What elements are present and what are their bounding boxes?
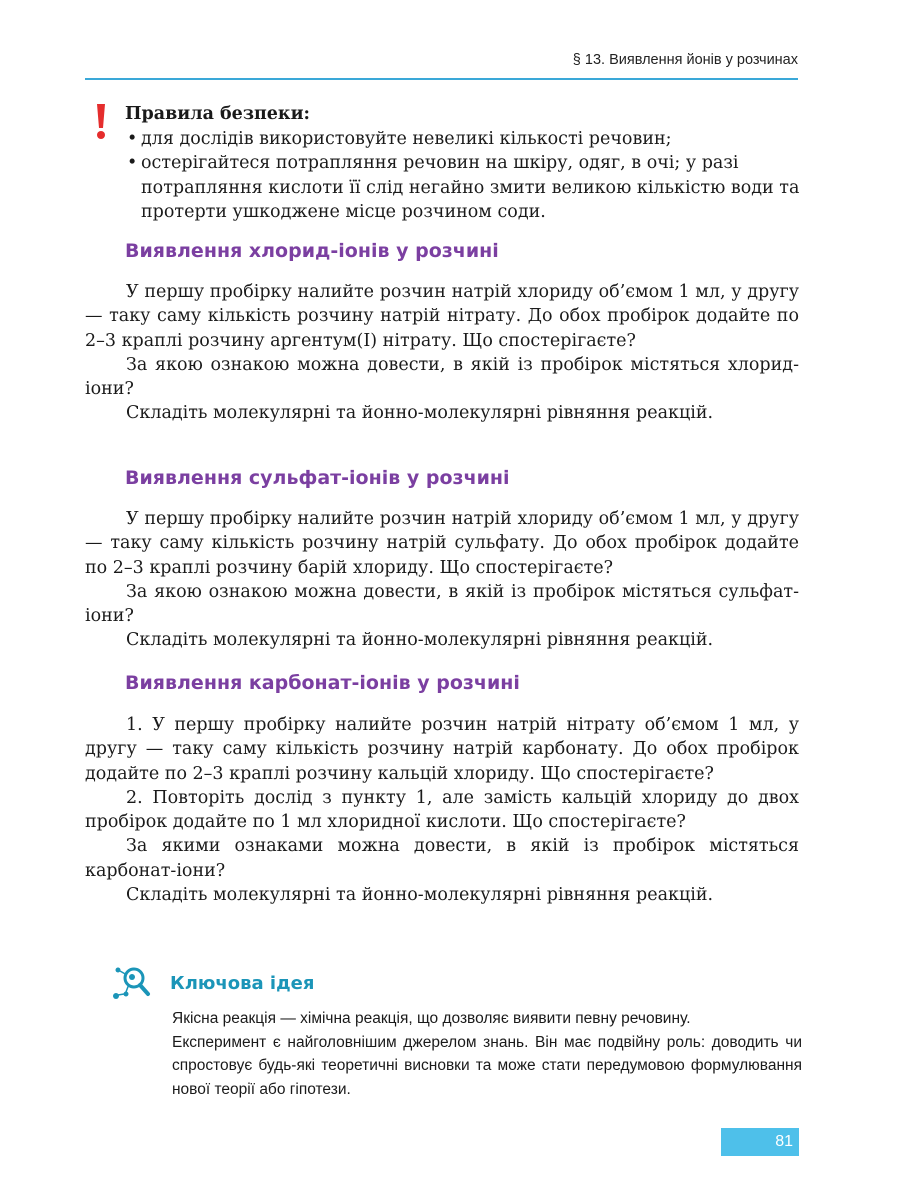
- paragraph: 1. У першу пробірку налийте розчин натрій нітрату об’ємом 1 мл, у другу — таку саму кількість розчину натрій карбонату. До обох пробірок додайте по 2–3 краплі розчину кальцій хлориду. Що спостерігаєте?: [85, 715, 799, 784]
- key-idea-line: Експеримент є найголовнішим джерелом знань. Він має подвійну роль: доводить чи спростовує будь-які теоретичні висновки та може стати передумовою формулювання нової теорії або гіпотези.: [172, 1033, 802, 1098]
- page-header: [85, 52, 798, 80]
- safety-item: • остерігайтеся потрапляння речовин на шкіру, одяг, в очі; у разі потрапляння кислоти її слід негайно змити великою кількістю води та протерти ушкоджене місце розчином соди.: [125, 151, 805, 225]
- section-heading-chloride: Виявлення хлорид-іонів у розчині: [125, 240, 499, 262]
- paragraph: За якими ознаками можна довести, в якій із пробірок містяться карбонат-іони?: [85, 836, 799, 881]
- key-idea-title: Ключова ідея: [170, 973, 315, 994]
- section-heading-carbonate: Виявлення карбонат-іонів у розчині: [125, 672, 520, 694]
- paragraph: Складіть молекулярні та йонно-молекулярні рівняння реакцій.: [126, 403, 714, 424]
- paragraph: У першу пробірку налийте розчин натрій хлориду об’ємом 1 мл, у другу — таку саму кількість розчину натрій сульфату. До обох пробірок додайте по 2–3 краплі розчину барій хлориду. Що спостерігаєте?: [85, 509, 799, 578]
- paragraph: За якою ознакою можна довести, в якій із пробірок містяться сульфат-іони?: [85, 581, 799, 627]
- safety-title: Правила безпеки:: [125, 104, 311, 124]
- section-body-carbonate: [85, 713, 799, 907]
- running-title: § 13. Виявлення йонів у розчинах: [572, 52, 798, 68]
- safety-item: • для дослідів використовуйте невеликі кількості речовин;: [125, 127, 805, 152]
- section-body-chloride: [85, 280, 799, 426]
- key-idea-text: [172, 1007, 802, 1101]
- magnifier-molecule-icon: [110, 962, 158, 1004]
- paragraph: Складіть молекулярні та йонно-молекулярні рівняння реакцій.: [126, 630, 714, 651]
- key-idea-line: Якісна реакція — хімічна реакція, що дозволяє виявити певну речовину.: [172, 1010, 691, 1027]
- section-body-sulfate: [85, 507, 799, 653]
- page-number: 81: [721, 1128, 799, 1156]
- section-heading-sulfate: Виявлення сульфат-іонів у розчині: [125, 467, 510, 489]
- paragraph: У першу пробірку налийте розчин натрій хлориду об’ємом 1 мл, у другу — таку саму кількість розчину натрій нітрату. До обох пробірок додайте по 2–3 краплі розчину аргентум(I) нітрату. Що спостерігаєте?: [85, 282, 799, 351]
- warning-exclamation-icon: [95, 102, 109, 142]
- paragraph: За якою ознакою можна довести, в якій із пробірок містяться хлорид-іони?: [85, 354, 799, 400]
- paragraph: 2. Повторіть дослід з пункту 1, але замість кальцій хлориду до двох пробірок додайте по 1 мл хлоридної кислоти. Що спостерігаєте?: [85, 787, 799, 833]
- paragraph: Складіть молекулярні та йонно-молекулярні рівняння реакцій.: [126, 885, 714, 906]
